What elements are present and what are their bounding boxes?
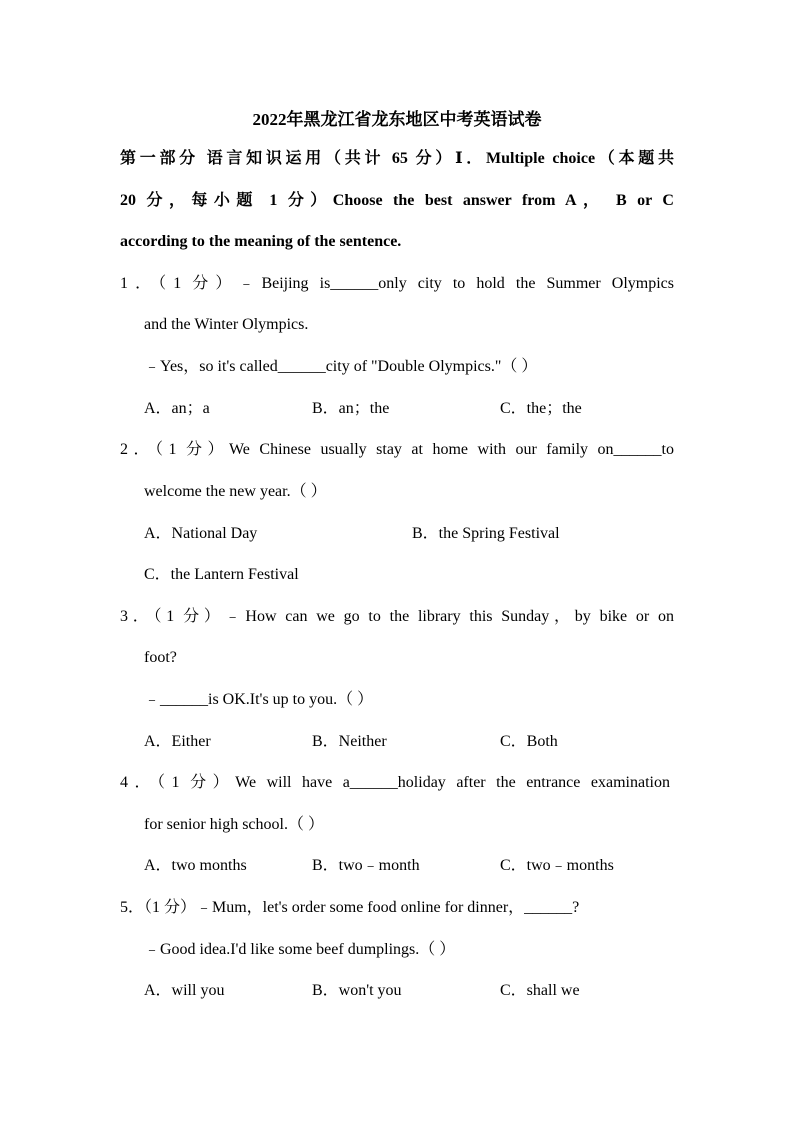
- question-1-option-a[interactable]: A．an；a: [144, 400, 210, 417]
- question-4-option-a[interactable]: A．two months: [144, 857, 247, 874]
- question-2-option-b[interactable]: B．the Spring Festival: [412, 525, 560, 542]
- question-1-option-b[interactable]: B．an；the: [312, 400, 390, 417]
- question-2-option-a[interactable]: A．National Day: [144, 525, 258, 542]
- question-4-stem-cont: for senior high school.（ ）: [144, 816, 324, 833]
- question-3-stem-cont: foot?: [144, 649, 177, 666]
- question-4-option-c[interactable]: C．two﹣months: [500, 857, 614, 874]
- question-3-option-b[interactable]: B．Neither: [312, 733, 387, 750]
- question-5-reply: ﹣Good idea.I'd like some beef dumplings.（ ）: [144, 941, 456, 958]
- question-3-option-a[interactable]: A．Either: [144, 733, 211, 750]
- question-5-option-a[interactable]: A．will you: [144, 982, 225, 999]
- question-1-stem: 1．（1 分）﹣Beijing is______only city to hold the Summer Olympics: [120, 275, 674, 292]
- question-1-stem-cont: and the Winter Olympics.: [144, 316, 309, 333]
- question-3-reply: ﹣______is OK.It's up to you.（ ）: [144, 691, 374, 708]
- question-5-stem: 5．（1 分）﹣Mum，let's order some food online for dinner，______?: [120, 899, 580, 916]
- question-3-option-c[interactable]: C．Both: [500, 733, 558, 750]
- question-5-option-c[interactable]: C．shall we: [500, 982, 580, 999]
- question-2-stem: 2．（1 分）We Chinese usually stay at home with our family on______to: [120, 441, 674, 458]
- question-3-stem: 3．（1 分）﹣How can we go to the library this Sunday，by bike or on: [120, 608, 674, 625]
- question-5-option-b[interactable]: B．won't you: [312, 982, 402, 999]
- page-title: 2022年黑龙江省龙东地区中考英语试卷: [252, 110, 542, 129]
- intro-line-1: 第一部分 语言知识运用（共计 65 分）Ⅰ．Multiple choice（本题共: [120, 150, 674, 167]
- question-4-stem: 4．（1 分）We will have a______holiday after the entrance examination: [120, 774, 670, 791]
- question-2-stem-cont: welcome the new year.（ ）: [144, 483, 327, 500]
- intro-line-2: 20 分，每小题 1 分）Choose the best answer from A， B or C: [120, 192, 674, 209]
- intro-line-3: according to the meaning of the sentence.: [120, 233, 402, 250]
- question-4-option-b[interactable]: B．two﹣month: [312, 857, 420, 874]
- question-1-option-c[interactable]: C．the；the: [500, 400, 582, 417]
- question-1-reply: ﹣Yes，so it's called______city of "Double Olympics."（ ）: [144, 358, 538, 375]
- question-2-option-c[interactable]: C．the Lantern Festival: [144, 566, 299, 583]
